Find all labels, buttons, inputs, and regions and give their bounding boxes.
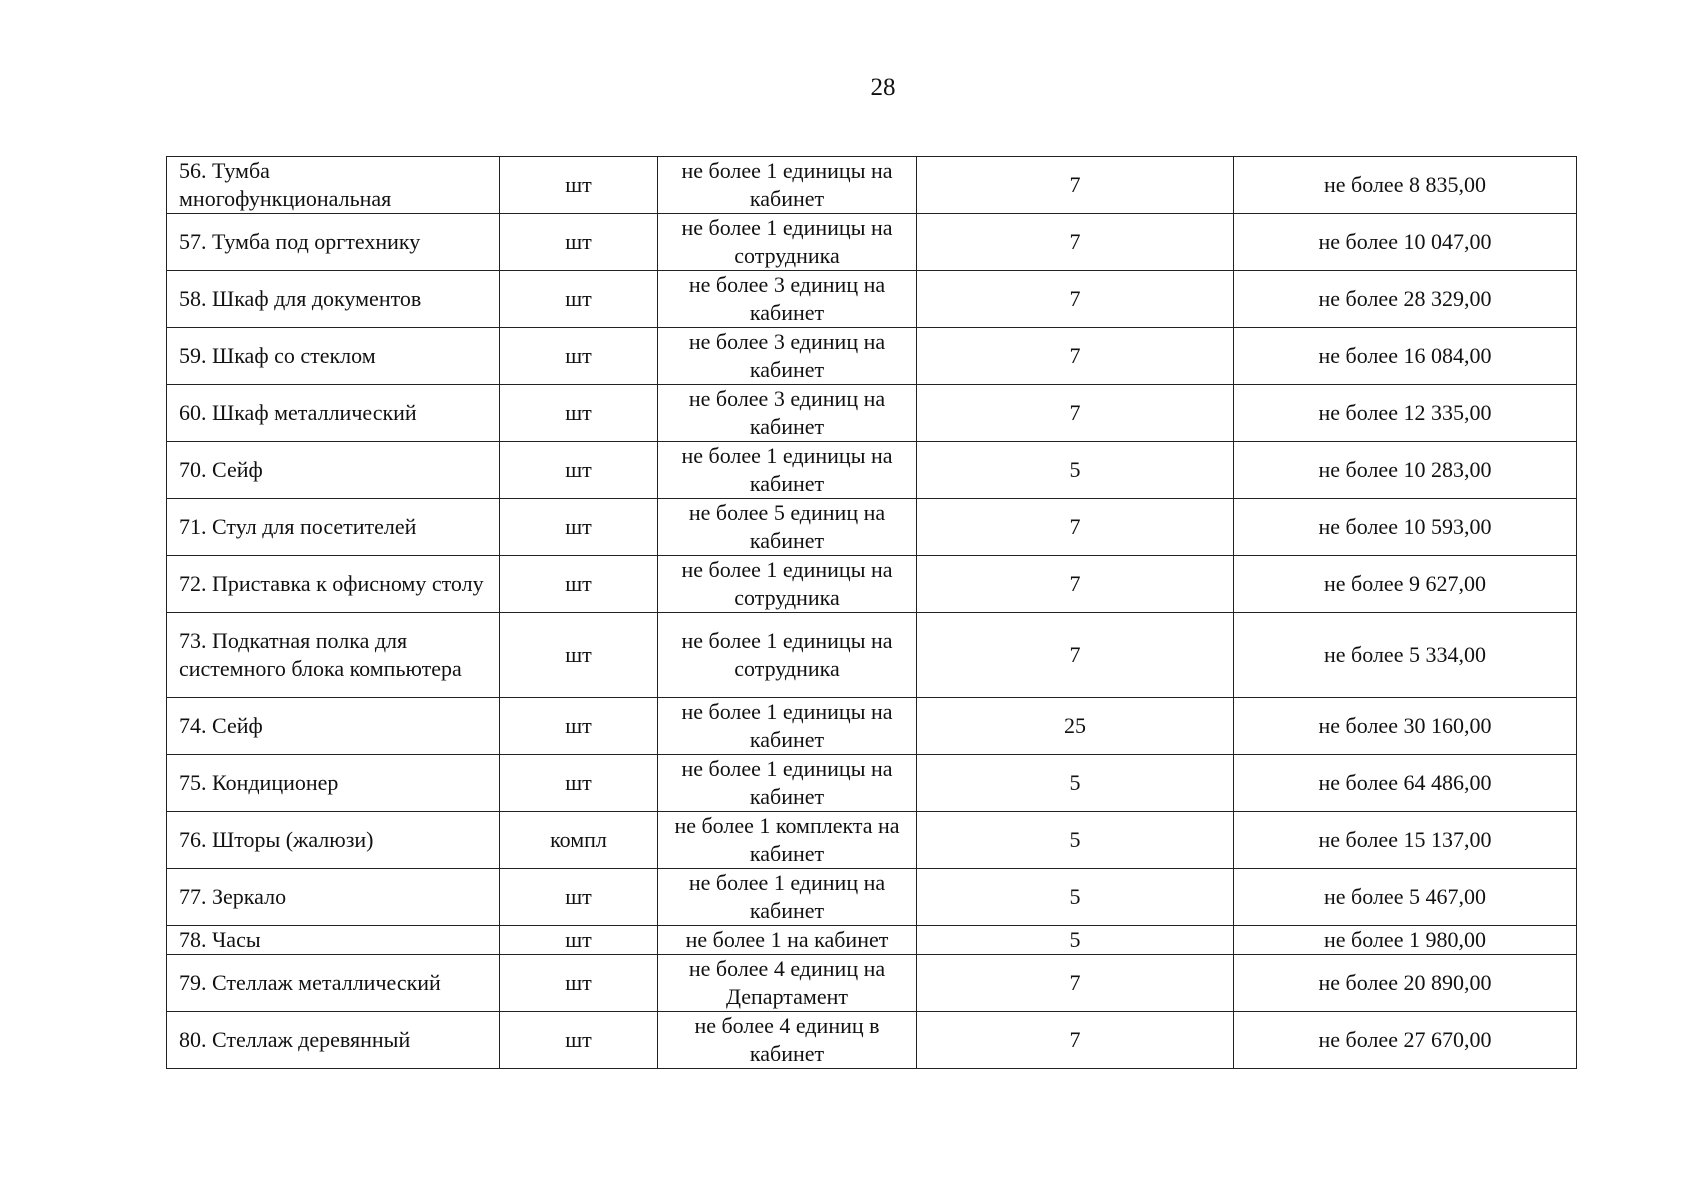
quantity-norm-cell: не более 1 единицы на кабинет bbox=[658, 157, 917, 214]
service-life-cell: 5 bbox=[917, 869, 1234, 926]
quantity-norm-cell: не более 3 единиц на кабинет bbox=[658, 271, 917, 328]
quantity-norm-cell: не более 1 единицы на сотрудника bbox=[658, 556, 917, 613]
unit-cell: шт bbox=[500, 499, 658, 556]
quantity-norm-cell: не более 4 единиц на Департамент bbox=[658, 955, 917, 1012]
quantity-norm-cell: не более 5 единиц на кабинет bbox=[658, 499, 917, 556]
unit-cell: шт bbox=[500, 1012, 658, 1069]
table-row bbox=[167, 442, 1577, 499]
price-cell: не более 64 486,00 bbox=[1234, 755, 1577, 812]
item-name-cell: 70. Сейф bbox=[167, 442, 500, 499]
table-row bbox=[167, 613, 1577, 698]
item-name-cell: 60. Шкаф металлический bbox=[167, 385, 500, 442]
item-name-cell: 56. Тумба многофункциональная bbox=[167, 157, 500, 214]
price-cell: не более 27 670,00 bbox=[1234, 1012, 1577, 1069]
price-cell: не более 10 047,00 bbox=[1234, 214, 1577, 271]
table-row bbox=[167, 955, 1577, 1012]
price-cell: не более 5 334,00 bbox=[1234, 613, 1577, 698]
price-cell: не более 28 329,00 bbox=[1234, 271, 1577, 328]
unit-cell: шт bbox=[500, 955, 658, 1012]
unit-cell: шт bbox=[500, 328, 658, 385]
table-row bbox=[167, 1012, 1577, 1069]
service-life-cell: 7 bbox=[917, 214, 1234, 271]
quantity-norm-cell: не более 1 единиц на кабинет bbox=[658, 869, 917, 926]
quantity-norm-cell: не более 1 единицы на кабинет bbox=[658, 698, 917, 755]
item-name-cell: 80. Стеллаж деревянный bbox=[167, 1012, 500, 1069]
price-cell: не более 30 160,00 bbox=[1234, 698, 1577, 755]
unit-cell: шт bbox=[500, 698, 658, 755]
price-cell: не более 8 835,00 bbox=[1234, 157, 1577, 214]
quantity-norm-cell: не более 1 единицы на сотрудника bbox=[658, 613, 917, 698]
unit-cell: шт bbox=[500, 214, 658, 271]
price-cell: не более 10 593,00 bbox=[1234, 499, 1577, 556]
unit-cell: шт bbox=[500, 442, 658, 499]
price-cell: не более 5 467,00 bbox=[1234, 869, 1577, 926]
table-row bbox=[167, 556, 1577, 613]
table-row bbox=[167, 328, 1577, 385]
quantity-norm-cell: не более 1 комплекта на кабинет bbox=[658, 812, 917, 869]
table-row bbox=[167, 926, 1577, 955]
service-life-cell: 7 bbox=[917, 157, 1234, 214]
item-name-cell: 77. Зеркало bbox=[167, 869, 500, 926]
unit-cell: шт bbox=[500, 271, 658, 328]
table-row bbox=[167, 214, 1577, 271]
item-name-cell: 74. Сейф bbox=[167, 698, 500, 755]
item-name-cell: 75. Кондиционер bbox=[167, 755, 500, 812]
quantity-norm-cell: не более 3 единиц на кабинет bbox=[658, 328, 917, 385]
service-life-cell: 5 bbox=[917, 442, 1234, 499]
price-cell: не более 1 980,00 bbox=[1234, 926, 1577, 955]
unit-cell: шт bbox=[500, 869, 658, 926]
quantity-norm-cell: не более 1 на кабинет bbox=[658, 926, 917, 955]
price-cell: не более 16 084,00 bbox=[1234, 328, 1577, 385]
item-name-cell: 58. Шкаф для документов bbox=[167, 271, 500, 328]
unit-cell: шт bbox=[500, 926, 658, 955]
item-name-cell: 71. Стул для посетителей bbox=[167, 499, 500, 556]
table-row bbox=[167, 157, 1577, 214]
price-cell: не более 10 283,00 bbox=[1234, 442, 1577, 499]
unit-cell: шт bbox=[500, 385, 658, 442]
item-name-cell: 79. Стеллаж металлический bbox=[167, 955, 500, 1012]
service-life-cell: 7 bbox=[917, 556, 1234, 613]
service-life-cell: 5 bbox=[917, 926, 1234, 955]
item-name-cell: 57. Тумба под оргтехнику bbox=[167, 214, 500, 271]
table-row bbox=[167, 812, 1577, 869]
quantity-norm-cell: не более 3 единиц на кабинет bbox=[658, 385, 917, 442]
furniture-norms-table bbox=[166, 156, 1577, 1069]
table-row bbox=[167, 271, 1577, 328]
price-cell: не более 12 335,00 bbox=[1234, 385, 1577, 442]
table-row bbox=[167, 869, 1577, 926]
item-name-cell: 72. Приставка к офисному столу bbox=[167, 556, 500, 613]
quantity-norm-cell: не более 4 единиц в кабинет bbox=[658, 1012, 917, 1069]
page-number: 28 bbox=[870, 74, 896, 101]
table-row bbox=[167, 499, 1577, 556]
service-life-cell: 7 bbox=[917, 613, 1234, 698]
service-life-cell: 7 bbox=[917, 1012, 1234, 1069]
quantity-norm-cell: не более 1 единицы на кабинет bbox=[658, 442, 917, 499]
table-row bbox=[167, 698, 1577, 755]
service-life-cell: 7 bbox=[917, 271, 1234, 328]
price-cell: не более 9 627,00 bbox=[1234, 556, 1577, 613]
quantity-norm-cell: не более 1 единицы на кабинет bbox=[658, 755, 917, 812]
service-life-cell: 7 bbox=[917, 955, 1234, 1012]
unit-cell: компл bbox=[500, 812, 658, 869]
item-name-cell: 76. Шторы (жалюзи) bbox=[167, 812, 500, 869]
service-life-cell: 5 bbox=[917, 755, 1234, 812]
item-name-cell: 73. Подкатная полка для системного блока компьютера bbox=[167, 613, 500, 698]
service-life-cell: 25 bbox=[917, 698, 1234, 755]
table-row bbox=[167, 755, 1577, 812]
item-name-cell: 59. Шкаф со стеклом bbox=[167, 328, 500, 385]
unit-cell: шт bbox=[500, 613, 658, 698]
unit-cell: шт bbox=[500, 556, 658, 613]
service-life-cell: 5 bbox=[917, 812, 1234, 869]
table-row bbox=[167, 385, 1577, 442]
quantity-norm-cell: не более 1 единицы на сотрудника bbox=[658, 214, 917, 271]
item-name-cell: 78. Часы bbox=[167, 926, 500, 955]
price-cell: не более 20 890,00 bbox=[1234, 955, 1577, 1012]
price-cell: не более 15 137,00 bbox=[1234, 812, 1577, 869]
unit-cell: шт bbox=[500, 755, 658, 812]
service-life-cell: 7 bbox=[917, 328, 1234, 385]
service-life-cell: 7 bbox=[917, 385, 1234, 442]
service-life-cell: 7 bbox=[917, 499, 1234, 556]
unit-cell: шт bbox=[500, 157, 658, 214]
